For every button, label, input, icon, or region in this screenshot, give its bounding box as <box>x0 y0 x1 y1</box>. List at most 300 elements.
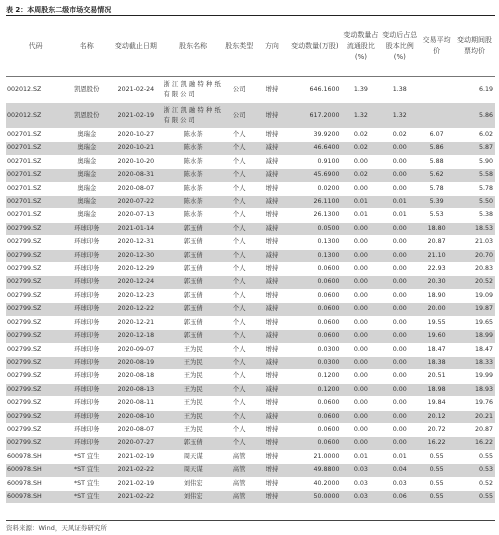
table-cell: 20.87 <box>474 425 493 433</box>
table-cell: 郭玉倩 <box>183 278 203 286</box>
table-cell: 0.02 <box>353 144 368 152</box>
table-row <box>6 303 495 316</box>
table-cell: 个人 <box>232 265 246 273</box>
table-cell: 2020-10-21 <box>117 144 155 152</box>
table-cell: 0.00 <box>392 345 407 353</box>
table-cell: 0.00 <box>392 278 407 286</box>
table-cell: 减持 <box>265 157 279 165</box>
table-cell: 2020-08-13 <box>117 385 155 393</box>
table-cell: 增持 <box>265 111 279 119</box>
table-cell: 0.01 <box>392 452 407 460</box>
table-cell: 王为民 <box>183 399 203 407</box>
table-cell: 002012.SZ <box>7 111 42 119</box>
table-row <box>6 343 495 356</box>
table-cell: 环球印务 <box>74 412 100 420</box>
table-cell: 2020-08-11 <box>117 399 155 407</box>
table-cell: 个人 <box>232 385 246 393</box>
table-cell: 617.2000 <box>309 111 340 119</box>
table-cell: 600978.SH <box>7 452 42 460</box>
table-cell: 5.50 <box>478 198 493 206</box>
table-cell: 0.52 <box>478 479 493 487</box>
table-row <box>6 423 495 436</box>
table-cell: 奥瑞金 <box>77 184 97 192</box>
table-cell: 002799.SZ <box>7 425 42 433</box>
table-cell: 郭玉倩 <box>183 332 203 340</box>
table-cell: 陈水茶 <box>183 144 203 152</box>
table-cell: 减持 <box>265 358 279 366</box>
table-cell: 增持 <box>265 466 279 474</box>
table-cell: 高管 <box>232 452 246 460</box>
table-cell: 18.47 <box>427 345 446 353</box>
table-cell: *ST 宜生 <box>74 452 100 460</box>
table-cell: 0.55 <box>478 452 493 460</box>
table-row <box>6 289 495 302</box>
table-cell: 0.00 <box>392 318 407 326</box>
table-cell: 49.8800 <box>313 466 340 474</box>
table-cell: 0.00 <box>353 278 368 286</box>
table-cell: 环球印务 <box>74 251 100 259</box>
table-cell: 王为民 <box>183 345 203 353</box>
column-header: 股东名称 <box>179 41 208 50</box>
table-cell: 0.03 <box>353 479 368 487</box>
table-cell: 39.9200 <box>313 131 340 138</box>
table-cell: 600978.SH <box>7 479 42 487</box>
table-cell: 王为民 <box>183 358 203 366</box>
table-cell: 刘伟宏 <box>183 492 203 500</box>
table-cell: 002799.SZ <box>7 251 42 259</box>
table-cell: 个人 <box>232 412 246 420</box>
table-row <box>6 169 495 182</box>
table-cell: 增持 <box>265 425 279 433</box>
table-cell: *ST 宜生 <box>74 479 100 487</box>
table-cell: 增持 <box>265 439 279 447</box>
table-cell: 个人 <box>232 345 246 353</box>
table-cell: 002799.SZ <box>7 439 42 447</box>
table-cell: 0.02 <box>353 131 368 138</box>
table-cell: 19.87 <box>474 305 493 313</box>
column-header: 股东类型 <box>225 41 254 50</box>
table-cell: 2021-02-24 <box>117 85 155 93</box>
table-cell: 0.00 <box>392 332 407 340</box>
table-cell: 陈水茶 <box>183 157 203 165</box>
table-cell: 2020-12-29 <box>117 265 155 273</box>
table-row <box>6 196 495 209</box>
table-cell: 0.55 <box>429 452 444 460</box>
table-cell: 002799.SZ <box>7 224 42 232</box>
table-cell: 0.00 <box>353 251 368 259</box>
table-cell: 40.2000 <box>313 479 340 487</box>
table-cell: 0.00 <box>353 332 368 340</box>
table-cell: 19.99 <box>474 372 493 380</box>
table-cell: 20.87 <box>427 238 446 246</box>
table-cell: 陈水茶 <box>183 198 203 206</box>
table-cell: 20.70 <box>474 251 493 259</box>
table-row <box>6 490 495 503</box>
table-cell: 18.90 <box>427 291 446 299</box>
table-cell: 奥瑞金 <box>77 131 97 138</box>
table-cell: 0.00 <box>353 425 368 433</box>
table-cell: 减持 <box>265 171 279 179</box>
column-header: 变动后占总股本比例(%) <box>382 30 418 61</box>
table-cell: 公司 <box>232 111 246 119</box>
table-cell: 减持 <box>265 385 279 393</box>
table-cell: 0.00 <box>392 184 407 192</box>
table-cell: 0.0500 <box>317 224 340 232</box>
table-cell: 个人 <box>232 358 246 366</box>
table-cell: 19.60 <box>427 332 446 340</box>
table-cell: 环球印务 <box>74 278 100 286</box>
table-cell: 0.00 <box>353 372 368 380</box>
table-cell: 减持 <box>265 412 279 420</box>
table-cell: 个人 <box>232 184 246 192</box>
table-cell: 环球印务 <box>74 385 100 393</box>
table-cell: 21.0000 <box>313 452 340 460</box>
table-cell: 环球印务 <box>74 439 100 447</box>
table-cell: 6.02 <box>478 131 493 138</box>
table-cell: 20.72 <box>427 425 446 433</box>
table-cell: 个人 <box>232 157 246 165</box>
table-cell: 个人 <box>232 211 246 219</box>
table-cell: 0.53 <box>478 466 493 474</box>
table-cell: 5.62 <box>429 171 444 179</box>
table-cell: 2020-12-21 <box>117 318 155 326</box>
table-cell: 0.00 <box>392 238 407 246</box>
table-cell: 5.88 <box>429 157 444 165</box>
table-cell: 个人 <box>232 305 246 313</box>
table-cell: 0.55 <box>478 492 493 500</box>
table-cell: 2020-08-31 <box>117 171 155 179</box>
table-cell: 0.00 <box>353 265 368 273</box>
table-cell: 0.0600 <box>317 332 340 340</box>
table-cell: 0.04 <box>392 466 407 474</box>
table-row <box>6 437 495 450</box>
table-cell: 0.00 <box>353 184 368 192</box>
table-cell: 0.0300 <box>317 345 340 353</box>
table-row <box>6 410 495 423</box>
table-cell: 2020-12-24 <box>117 278 155 286</box>
table-cell: 0.55 <box>429 479 444 487</box>
table-cell: 陈水茶 <box>183 171 203 179</box>
table-cell: 002799.SZ <box>7 305 42 313</box>
source-note: 资料来源：Wind，天风证券研究所 <box>6 524 107 532</box>
table-row <box>6 263 495 276</box>
table-row <box>6 450 495 463</box>
table-cell: 002701.SZ <box>7 144 42 152</box>
table-cell: 0.55 <box>429 466 444 474</box>
table-cell: 2021-02-19 <box>117 452 155 460</box>
column-header: 名称 <box>79 41 94 50</box>
table-cell: 50.0000 <box>313 492 340 500</box>
table-cell: 增持 <box>265 85 279 93</box>
table-cell: 王为民 <box>183 412 203 420</box>
table-cell: 002799.SZ <box>7 318 42 326</box>
table-cell: 5.86 <box>478 111 493 119</box>
table-row <box>6 182 495 195</box>
table-cell: 个人 <box>232 318 246 326</box>
table-cell: 高管 <box>232 492 246 500</box>
table-cell: 1.38 <box>392 85 407 93</box>
table-cell: 18.53 <box>474 224 493 232</box>
table-cell: 0.02 <box>392 131 407 138</box>
column-header: 代码 <box>28 41 43 50</box>
table-row <box>6 77 495 103</box>
table-cell: 0.00 <box>392 251 407 259</box>
table-cell: 2021-02-22 <box>117 466 155 474</box>
table-cell: 2021-02-19 <box>117 479 155 487</box>
table-cell: 5.90 <box>478 157 493 165</box>
table-cell: 5.86 <box>429 144 444 152</box>
table-cell: 0.00 <box>353 305 368 313</box>
table-cell: 增持 <box>265 131 279 138</box>
table-cell: 002799.SZ <box>7 345 42 353</box>
table-cell: 郭玉倩 <box>183 291 203 299</box>
table-cell: 0.00 <box>392 265 407 273</box>
table-cell: 002701.SZ <box>7 211 42 219</box>
table-cell: 0.55 <box>429 492 444 500</box>
table-cell: 王为民 <box>183 385 203 393</box>
table-cell: 0.01 <box>392 211 407 219</box>
table-cell: 高管 <box>232 479 246 487</box>
column-header: 变动期间股票均价 <box>457 36 492 55</box>
table-cell: 郭玉倩 <box>183 238 203 246</box>
table-cell: 增持 <box>265 238 279 246</box>
table-row <box>6 129 495 142</box>
table-cell: 环球印务 <box>74 318 100 326</box>
table-cell: 2021-02-22 <box>117 492 155 500</box>
table-cell: 环球印务 <box>74 332 100 340</box>
table-cell: 减持 <box>265 251 279 259</box>
table-cell: 19.55 <box>427 318 446 326</box>
table-cell: 18.33 <box>474 358 493 366</box>
table-cell: 0.00 <box>353 157 368 165</box>
table-cell: 5.78 <box>429 184 444 192</box>
table-cell: 0.0600 <box>317 439 340 447</box>
table-row <box>6 103 495 129</box>
table-cell: 002799.SZ <box>7 238 42 246</box>
table-cell: 5.78 <box>478 184 493 192</box>
table-cell: 1.32 <box>392 111 407 119</box>
table-cell: 2020-12-18 <box>117 332 155 340</box>
table-cell: 陈水茶 <box>183 131 203 138</box>
table-cell: 20.52 <box>474 278 493 286</box>
table-cell: 19.76 <box>474 399 493 407</box>
table-cell: 环球印务 <box>74 265 100 273</box>
table-cell: 增持 <box>265 372 279 380</box>
table-cell: 高管 <box>232 466 246 474</box>
column-header: 变动数量占流通股比(%) <box>343 30 379 61</box>
table-cell: 0.00 <box>392 372 407 380</box>
column-header: 变动截止日期 <box>114 41 157 50</box>
table-cell: 20.51 <box>427 372 446 380</box>
table-cell: 个人 <box>232 425 246 433</box>
table-cell: 002701.SZ <box>7 131 42 138</box>
table-cell: 26.1300 <box>313 211 340 219</box>
table-cell: 0.0300 <box>317 358 340 366</box>
table-cell: 2020-08-10 <box>117 412 155 420</box>
table-cell: 002799.SZ <box>7 265 42 273</box>
table-cell: 18.38 <box>427 358 446 366</box>
table-cell: 002799.SZ <box>7 291 42 299</box>
table-cell: 2020-07-22 <box>117 198 155 206</box>
table-cell: 0.0600 <box>317 425 340 433</box>
table-cell: 环球印务 <box>74 291 100 299</box>
table-cell: 002701.SZ <box>7 171 42 179</box>
table-cell: 郭玉倩 <box>183 439 203 447</box>
table-cell <box>419 103 454 129</box>
table-header-row <box>6 16 495 77</box>
table-row <box>6 276 495 289</box>
table-cell: 0.00 <box>392 171 407 179</box>
table-cell: 环球印务 <box>74 305 100 313</box>
table-cell <box>419 77 454 103</box>
table-cell: 增持 <box>265 184 279 192</box>
table-cell: 0.00 <box>392 425 407 433</box>
table-cell: 2020-09-07 <box>117 345 155 353</box>
table-cell: 增持 <box>265 399 279 407</box>
table-cell: 0.0600 <box>317 265 340 273</box>
table-row <box>6 142 495 155</box>
table-cell: 王为民 <box>183 425 203 433</box>
table-cell: 46.6400 <box>313 144 340 152</box>
table-cell: 0.00 <box>353 439 368 447</box>
table-cell: 0.00 <box>392 305 407 313</box>
table-cell: 20.12 <box>427 412 446 420</box>
table-cell: 王为民 <box>183 372 203 380</box>
table-cell: 19.65 <box>474 318 493 326</box>
table-cell: 0.00 <box>353 412 368 420</box>
table-cell: 002799.SZ <box>7 372 42 380</box>
table-cell: 0.1300 <box>317 251 340 259</box>
table-caption: 表 2：本周股东二级市场交易情况 <box>6 6 112 14</box>
table-cell: 2020-08-07 <box>117 425 155 433</box>
table-cell: 5.53 <box>429 211 444 219</box>
table-cell: 0.1300 <box>317 238 340 246</box>
table-cell: 600978.SH <box>7 466 42 474</box>
table-cell: 20.21 <box>474 412 493 420</box>
table-cell: 0.01 <box>392 198 407 206</box>
table-cell: 增持 <box>265 318 279 326</box>
table-cell: 增持 <box>265 345 279 353</box>
table-cell: 002012.SZ <box>7 85 42 93</box>
table-row <box>6 222 495 235</box>
table-cell: 浙江凯融特种纸有限公司 <box>163 81 223 98</box>
table-cell: 环球印务 <box>74 372 100 380</box>
table-cell: 增持 <box>265 452 279 460</box>
table-cell: 增持 <box>265 211 279 219</box>
table-cell: 002701.SZ <box>7 198 42 206</box>
table-cell: 0.1200 <box>317 372 340 380</box>
table-cell: 1.32 <box>353 111 368 119</box>
bottom-rule <box>6 520 495 521</box>
table-cell: 个人 <box>232 332 246 340</box>
table-cell: 646.1600 <box>309 85 340 93</box>
table-cell: 0.00 <box>353 224 368 232</box>
table-cell: 个人 <box>232 399 246 407</box>
table-cell: 002799.SZ <box>7 399 42 407</box>
table-cell: 周天谋 <box>183 466 203 474</box>
table-cell: 002799.SZ <box>7 278 42 286</box>
table-cell: 奥瑞金 <box>77 171 97 179</box>
table-cell: 减持 <box>265 198 279 206</box>
table-cell: 18.98 <box>427 385 446 393</box>
table-cell: 0.00 <box>392 412 407 420</box>
table-cell: 奥瑞金 <box>77 144 97 152</box>
table-cell: 26.1100 <box>313 198 340 206</box>
table-row <box>6 477 495 490</box>
table-cell: 0.0600 <box>317 318 340 326</box>
table-cell: 6.19 <box>478 85 493 93</box>
table-cell: 公司 <box>232 85 246 93</box>
table-cell: 郭玉倩 <box>183 318 203 326</box>
table-cell: 郭玉倩 <box>183 251 203 259</box>
table-cell: *ST 宜生 <box>74 492 100 500</box>
table-cell: 奥瑞金 <box>77 157 97 165</box>
table-cell: 增持 <box>265 492 279 500</box>
table-cell: 个人 <box>232 131 246 138</box>
table-body <box>6 77 495 504</box>
table-cell: 0.0600 <box>317 278 340 286</box>
table-cell: 0.00 <box>392 144 407 152</box>
column-header: 方向 <box>264 41 279 50</box>
table-cell: 0.00 <box>392 291 407 299</box>
table-cell: 20.83 <box>474 265 493 273</box>
table-cell: 0.0200 <box>317 184 340 192</box>
table-cell: 22.93 <box>427 265 446 273</box>
table-cell: 0.00 <box>392 385 407 393</box>
table-cell: 0.00 <box>392 224 407 232</box>
table-cell: 2020-08-18 <box>117 372 155 380</box>
table-cell: 0.00 <box>353 385 368 393</box>
table-cell: 减持 <box>265 278 279 286</box>
table-cell: 5.38 <box>478 211 493 219</box>
table-cell: 0.00 <box>353 318 368 326</box>
table-cell: 周天谋 <box>183 452 203 460</box>
table-cell: 个人 <box>232 171 246 179</box>
table-cell: 陈水茶 <box>183 184 203 192</box>
table-cell: 0.9100 <box>317 157 340 165</box>
table-cell: 环球印务 <box>74 399 100 407</box>
table-row <box>6 356 495 369</box>
table-cell: 环球印务 <box>74 345 100 353</box>
table-cell: 增持 <box>265 291 279 299</box>
table-cell: 0.00 <box>353 358 368 366</box>
table-cell: 002799.SZ <box>7 358 42 366</box>
table-cell: 45.6900 <box>313 171 340 179</box>
table-cell: 0.01 <box>353 211 368 219</box>
table-cell: 2020-12-31 <box>117 238 155 246</box>
table-cell: 0.01 <box>353 452 368 460</box>
table-cell: 增持 <box>265 479 279 487</box>
table-cell: 0.0600 <box>317 291 340 299</box>
table-cell: 0.06 <box>392 492 407 500</box>
table-cell: 0.00 <box>353 238 368 246</box>
table-row <box>6 236 495 249</box>
table-cell: 2020-12-23 <box>117 291 155 299</box>
table-cell: 个人 <box>232 439 246 447</box>
table-cell: 刘伟宏 <box>183 479 203 487</box>
table-cell: 环球印务 <box>74 224 100 232</box>
table-cell: 2020-12-22 <box>117 305 155 313</box>
table-cell: 减持 <box>265 144 279 152</box>
table-cell: 0.0600 <box>317 399 340 407</box>
table-cell: 2020-10-20 <box>117 157 155 165</box>
table-cell: 2020-07-13 <box>117 211 155 219</box>
table-cell: 减持 <box>265 332 279 340</box>
table-cell: 002799.SZ <box>7 332 42 340</box>
table-cell: 个人 <box>232 144 246 152</box>
column-header: 交易平均价 <box>422 36 451 55</box>
table-cell: 16.22 <box>427 439 446 447</box>
